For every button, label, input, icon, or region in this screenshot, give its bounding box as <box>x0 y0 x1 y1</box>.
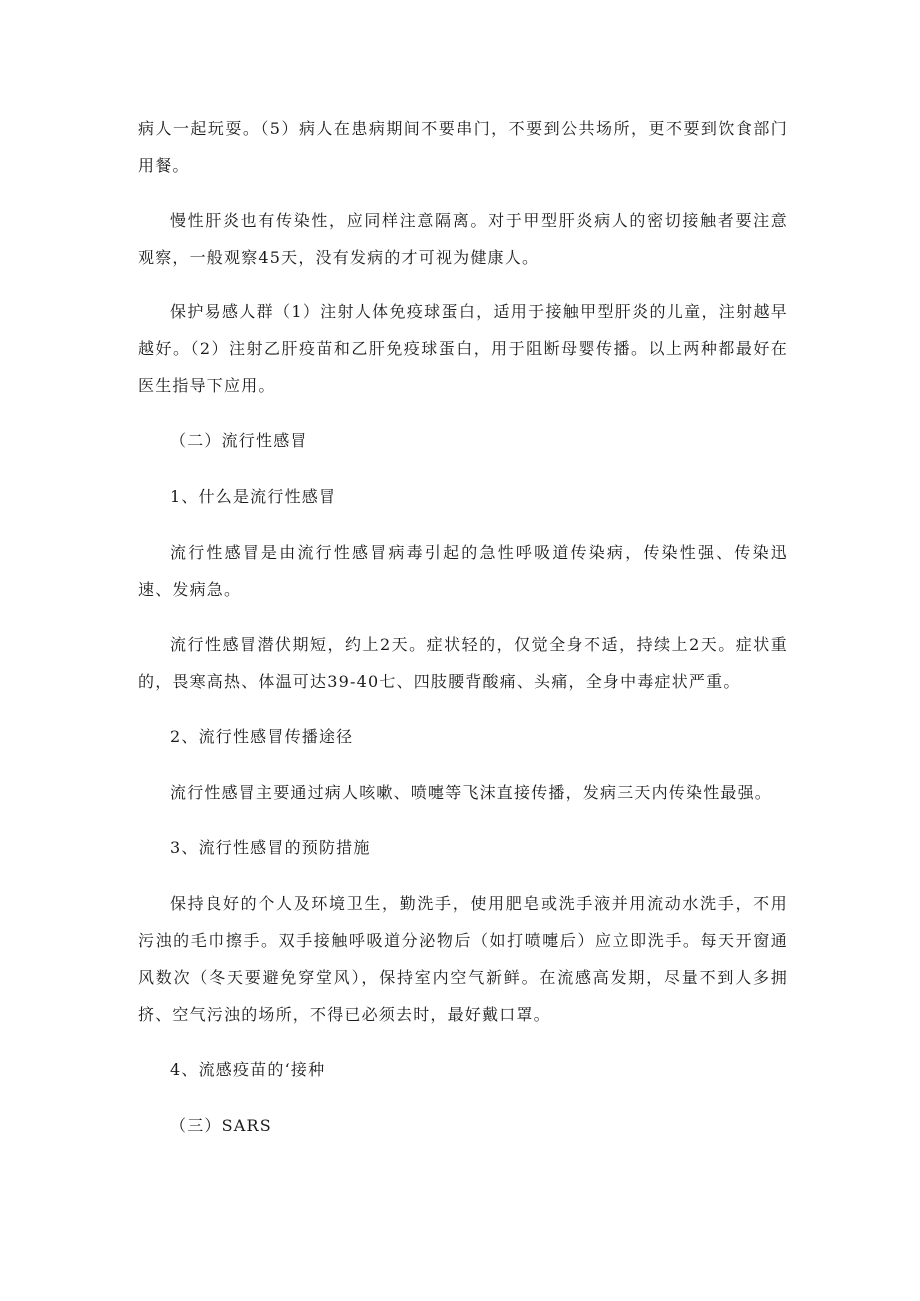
paragraph-protect-susceptible: 保护易感人群（1）注射人体免疫球蛋白，适用于接触甲型肝炎的儿童，注射越早越好。（2）注射乙肝疫苗和乙肝免疫球蛋白，用于阻断母婴传播。以上两种都最好在医生指导下应用。 <box>138 302 788 395</box>
item-heading-flu-prevention: 3、流行性感冒的预防措施 <box>170 838 371 857</box>
paragraph-chronic-hepatitis: 慢性肝炎也有传染性，应同样注意隔离。对于甲型肝炎病人的密切接触者要注意观察，一般观察45天，没有发病的才可视为健康人。 <box>138 211 788 267</box>
item-heading-what-is-flu: 1、什么是流行性感冒 <box>170 487 337 506</box>
section-heading-flu: （二）流行性感冒 <box>170 431 308 450</box>
paragraph-flu-definition: 流行性感冒是由流行性感冒病毒引起的急性呼吸道传染病，传染性强、传染迅速、发病急。 <box>138 543 788 599</box>
paragraph-flu-transmission: 流行性感冒主要通过病人咳嗽、喷嚏等飞沫直接传播，发病三天内传染性最强。 <box>170 783 773 802</box>
paragraph-flu-prevention: 保持良好的个人及环境卫生，勤洗手，使用肥皂或洗手液并用流动水洗手，不用污浊的毛巾擦手。双手接触呼吸道分泌物后（如打喷嚏后）应立即洗手。每天开窗通风数次（冬天要避免穿堂风），保持室内空气新鲜。在流感高发期，尽量不到人多拥挤、空气污浊的场所，不得已必须去时，最好戴口罩。 <box>138 894 788 1024</box>
item-heading-flu-vaccine: 4、流感疫苗的‘接种 <box>170 1060 326 1079</box>
section-heading-sars: （三）SARS <box>170 1116 272 1135</box>
paragraph-isolation-end: 病人一起玩耍。（5）病人在患病期间不要串门，不要到公共场所，更不要到饮食部门用餐。 <box>138 119 788 175</box>
paragraph-flu-symptoms: 流行性感冒潜伏期短，约上2天。症状轻的，仅觉全身不适，持续上2天。症状重的，畏寒高热、体温可达39-40七、四肢腰背酸痛、头痛，全身中毒症状严重。 <box>138 635 788 691</box>
item-heading-flu-transmission: 2、流行性感冒传播途径 <box>170 727 354 746</box>
